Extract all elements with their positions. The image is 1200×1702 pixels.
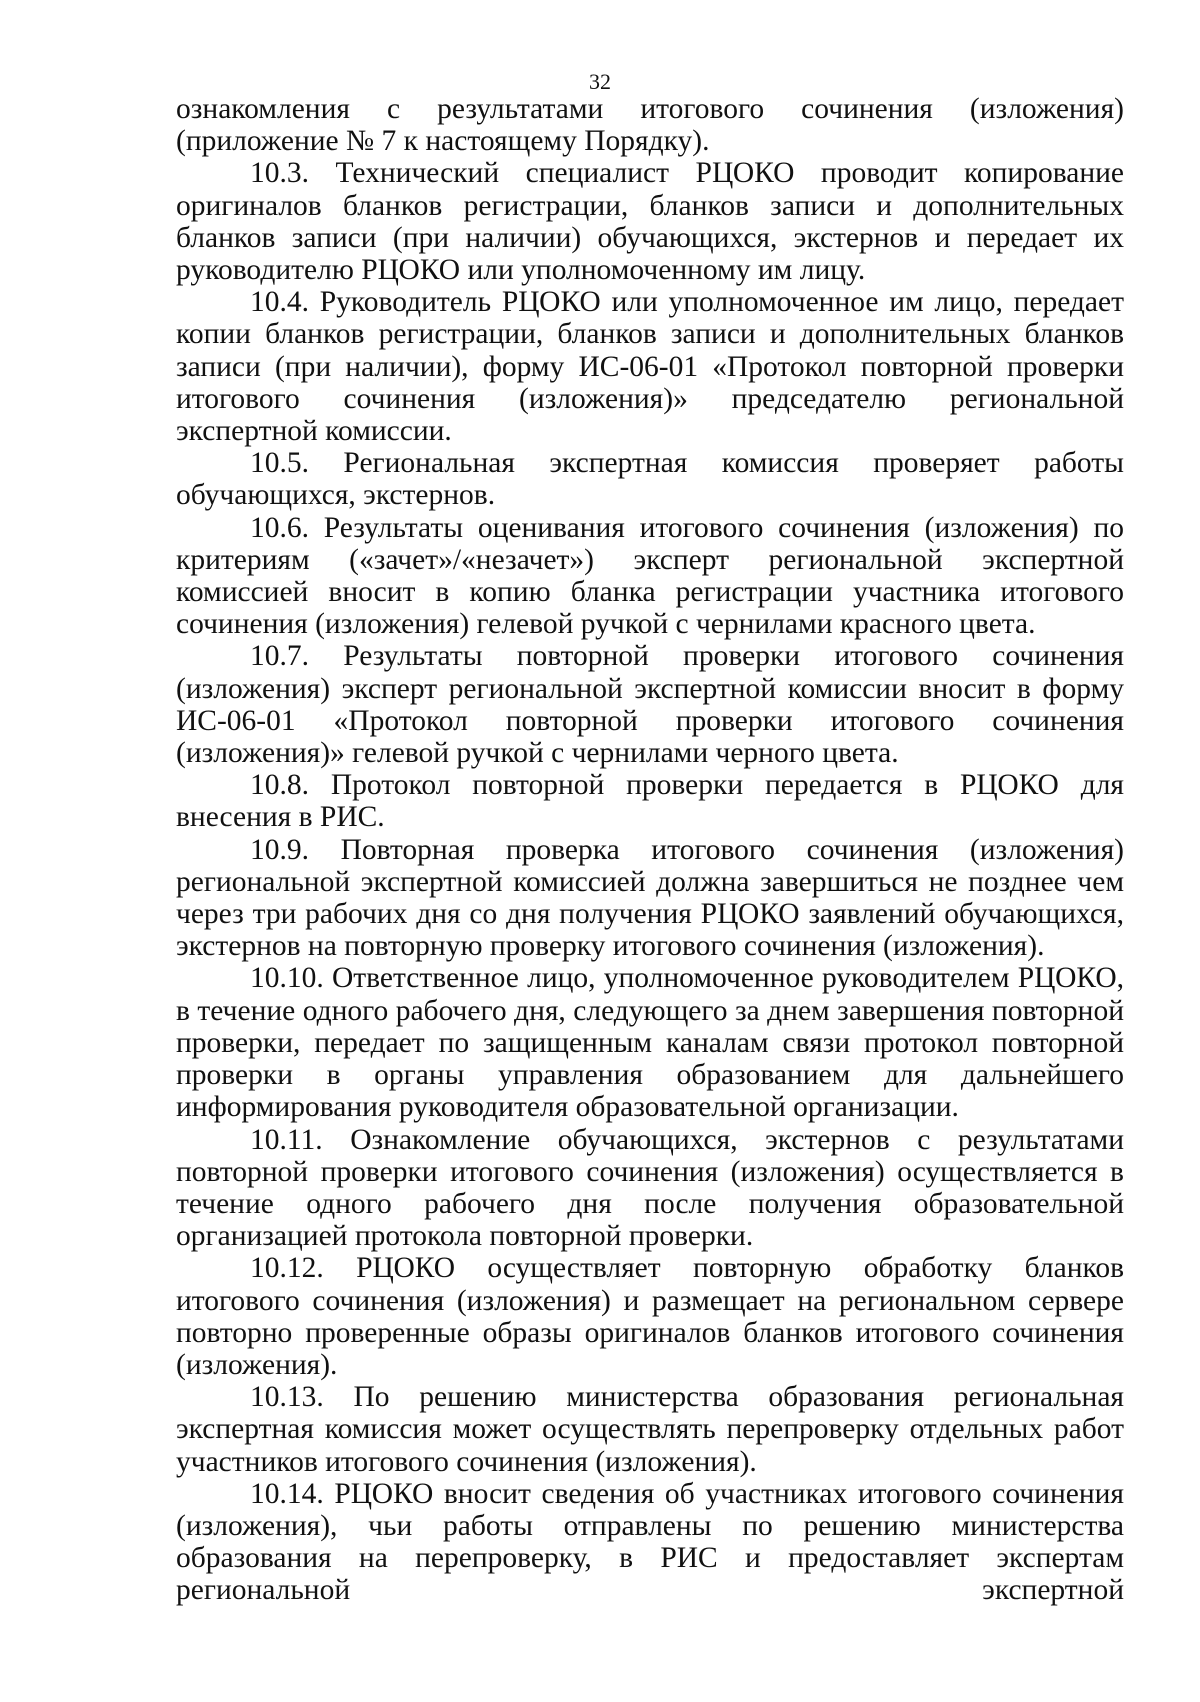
paragraph-10-8: 10.8. Протокол повторной проверки передается в РЦОКО для внесения в РИС.: [176, 769, 1124, 834]
paragraph-10-6: 10.6. Результаты оценивания итогового сочинения (изложения) по критериям («зачет»/«незачет») эксперт региональной экспертной комиссией вносит в копию бланка регистрации участника итогового сочинения (изложения) гелевой ручкой с чернилами красного цвета.: [176, 511, 1124, 641]
paragraph-10-14: 10.14. РЦОКО вносит сведения об участниках итогового сочинения (изложения), чьи работы отправлены по решению министерства образования на перепроверку, в РИС и предоставляет экспертам региональной экспертной: [176, 1477, 1124, 1607]
paragraph-10-7: 10.7. Результаты повторной проверки итогового сочинения (изложения) эксперт региональной экспертной комиссии вносит в форму ИС-06-01 «Протокол повторной проверки итогового сочинения (изложения)» гелевой ручкой с чернилами черного цвета.: [176, 640, 1124, 770]
paragraph-10-3: 10.3. Технический специалист РЦОКО проводит копирование оригиналов бланков регистрации, бланков записи и дополнительных бланков записи (при наличии) обучающихся, экстернов и передает их руководителю РЦОКО или уполномоченному им лицу.: [176, 157, 1124, 287]
paragraph-10-10: 10.10. Ответственное лицо, уполномоченное руководителем РЦОКО, в течение одного рабочего дня, следующего за днем завершения повторной проверки, передает по защищенным каналам связи протокол повторной проверки в органы управления образованием для дальнейшего информирования руководителя образовательной организации.: [176, 962, 1124, 1124]
paragraph-10-11: 10.11. Ознакомление обучающихся, экстернов с результатами повторной проверки итогового сочинения (изложения) осуществляется в течение одного рабочего дня после получения образовательной организацией протокола повторной проверки.: [176, 1123, 1124, 1253]
paragraph-10-9: 10.9. Повторная проверка итогового сочинения (изложения) региональной экспертной комиссией должна завершиться не позднее чем через три рабочих дня со дня получения РЦОКО заявлений обучающихся, экстернов на повторную проверку итогового сочинения (изложения).: [176, 833, 1124, 963]
page-number: 32: [589, 69, 611, 94]
paragraph-continuation: ознакомления с результатами итогового сочинения (изложения) (приложение № 7 к настоящему Порядку).: [176, 93, 1124, 158]
paragraph-10-13: 10.13. По решению министерства образования региональная экспертная комиссия может осуществлять перепроверку отдельных работ участников итогового сочинения (изложения).: [176, 1381, 1124, 1478]
paragraph-10-12: 10.12. РЦОКО осуществляет повторную обработку бланков итогового сочинения (изложения) и размещает на региональном сервере повторно проверенные образы оригиналов бланков итогового сочинения (изложения).: [176, 1252, 1124, 1381]
paragraph-10-4: 10.4. Руководитель РЦОКО или уполномоченное им лицо, передает копии бланков регистрации, бланков записи и дополнительных бланков записи (при наличии), форму ИС-06-01 «Протокол повторной проверки итогового сочинения (изложения)» председателю региональной экспертной комиссии.: [176, 286, 1124, 448]
document-body: [176, 93, 1124, 1607]
paragraph-10-5: 10.5. Региональная экспертная комиссия проверяет работы обучающихся, экстернов.: [176, 447, 1124, 512]
